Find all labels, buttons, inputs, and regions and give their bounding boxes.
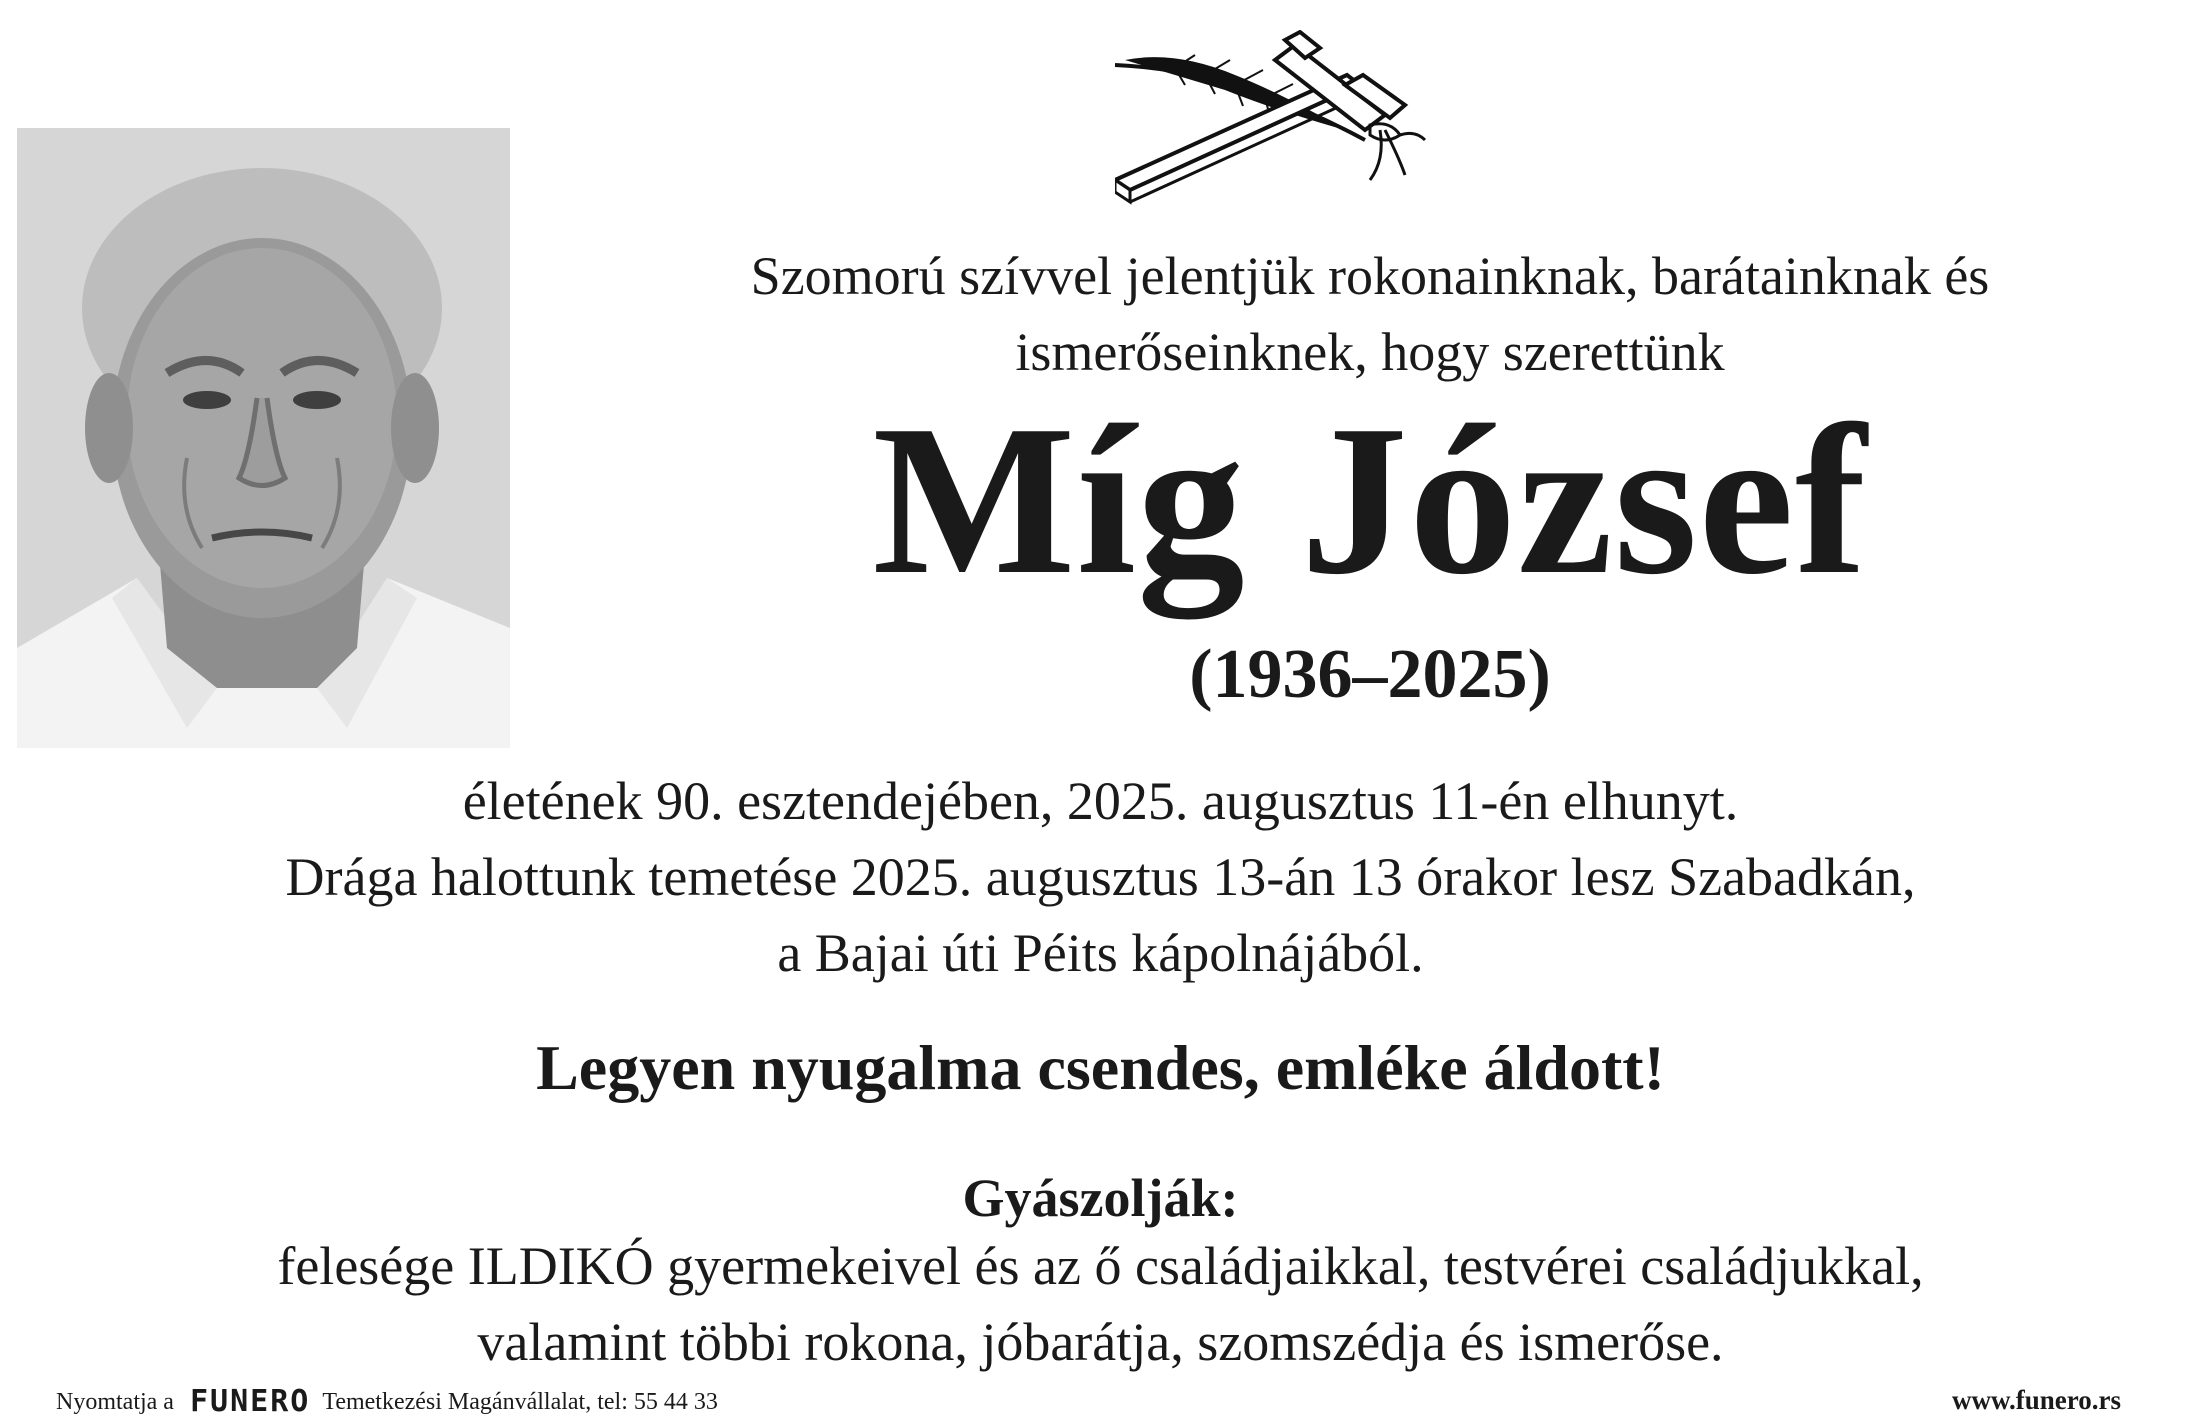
- portrait-photo: [17, 128, 510, 748]
- cross-palm-icon: [1115, 30, 1435, 205]
- intro-line-2: ismerőseinknek, hogy szerettünk: [1015, 322, 1725, 382]
- mourners-list: [0, 1228, 2201, 1380]
- printed-by-label: Nyomtatja a: [56, 1389, 174, 1415]
- details-line-3: a Bajai úti Péits kápolnájából.: [777, 923, 1424, 983]
- printer-credit: [56, 1384, 718, 1419]
- life-years: (1936–2025): [1189, 636, 1551, 713]
- company-info: Temetkezési Magánvállalat, tel: 55 44 33: [322, 1389, 718, 1415]
- website-link[interactable]: www.funero.rs: [1951, 1385, 2121, 1415]
- deceased-name: Míg József: [872, 380, 1868, 619]
- mourners-line-2: valamint többi rokona, jóbarátja, szomszédja és ismerőse.: [477, 1312, 1724, 1372]
- details-line-2: Drága halottunk temetése 2025. augusztus 13-án 13 órakor lesz Szabadkán,: [285, 847, 1916, 907]
- mourners-heading: Gyászolják:: [962, 1168, 1239, 1228]
- funero-logo: FUNERO: [189, 1384, 311, 1419]
- mourners-line-1: felesége ILDIKÓ gyermekeivel és az ő családjaikkal, testvérei családjukkal,: [277, 1236, 1924, 1296]
- details-line-1: életének 90. esztendejében, 2025. augusztus 11-én elhunyt.: [462, 771, 1739, 831]
- intro-line-1: Szomorú szívvel jelentjük rokonainknak, barátainknak és: [750, 246, 1990, 306]
- funeral-details: [0, 763, 2201, 991]
- intro-text: [560, 238, 2180, 390]
- memorial-motto: Legyen nyugalma csendes, emléke áldott!: [536, 1032, 1665, 1103]
